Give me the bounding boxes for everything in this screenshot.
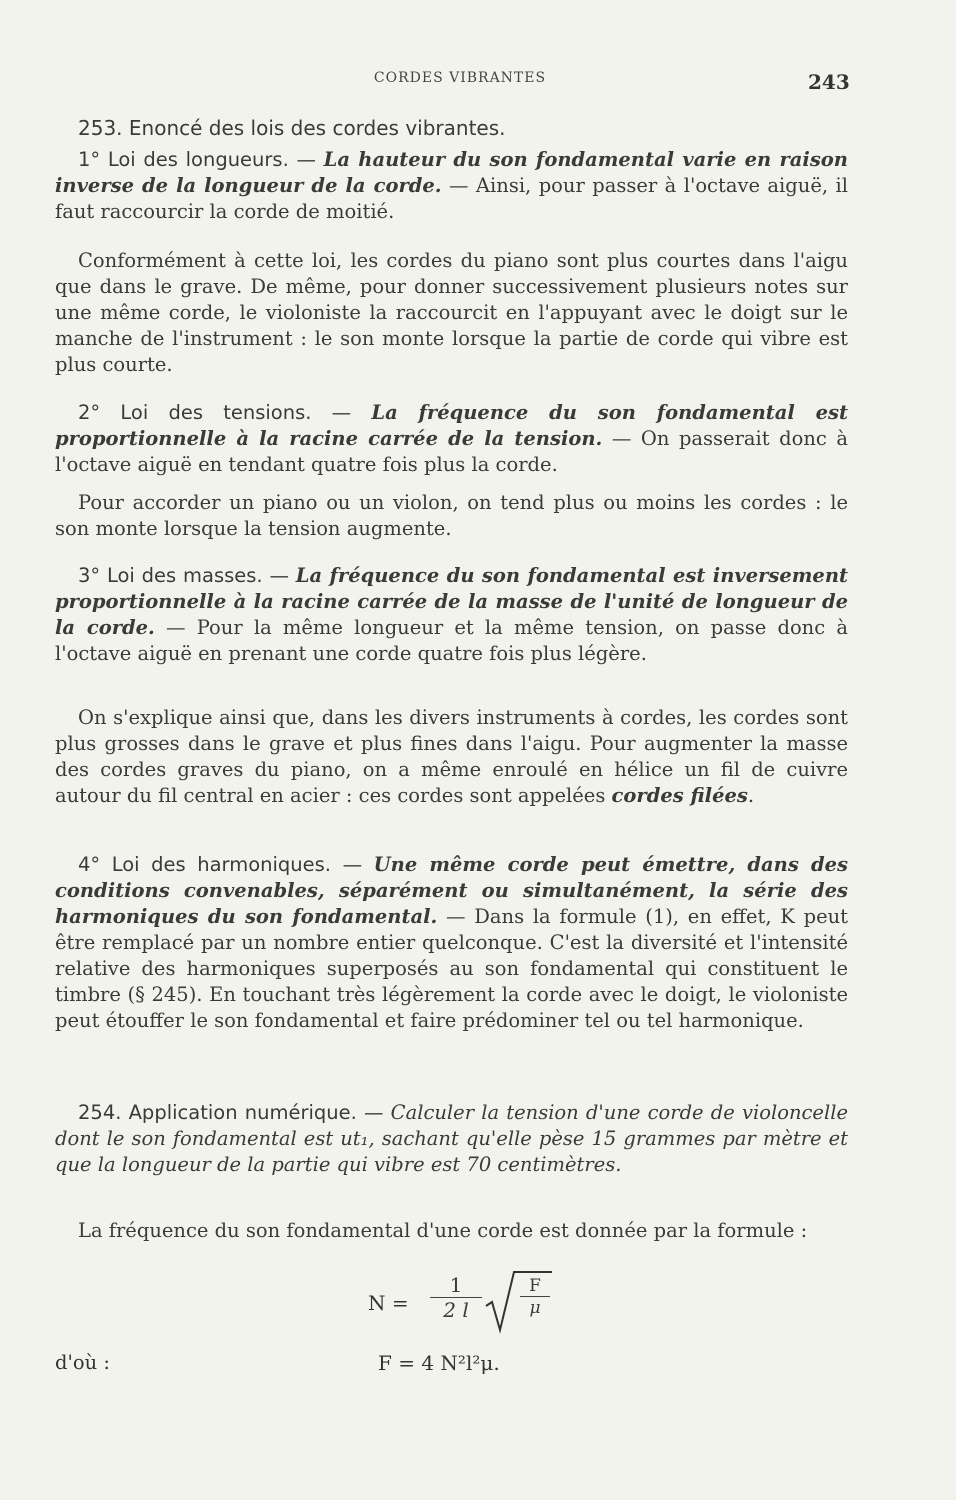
law-2-paragraph	[55, 400, 848, 478]
law-3-title: 3° Loi des masses. —	[78, 564, 296, 587]
law-4-title: 4° Loi des harmoniques. —	[78, 853, 374, 876]
section-254-heading: 254. Application numérique. —	[78, 1101, 391, 1124]
formula-lhs: N =	[368, 1291, 409, 1315]
running-title: CORDES VIBRANTES	[373, 70, 547, 86]
law-4-rest: — Dans la formule (1), en effet, K peut être remplacé par un nombre entier quelconque. C'est la diversité et l'intensité relative des harmoniques superposés au son fondamental qui constituent le timbre (§ 245). En touchant très légèrement la corde avec le doigt, le violoniste peut étouffer le son fondamental et faire prédominer tel ou tel harmonique.	[55, 905, 849, 1032]
instruments-text: On s'explique ainsi que, dans les divers instruments à cordes, les cordes sont plus grosses dans le grave et plus fines dans l'aigu. Pour augmenter la masse des cordes graves du piano, on a même enroulé en hélice un fil de cuivre autour du fil central en acier : ces cordes sont appelées	[55, 706, 848, 807]
fraction-one-over-2l	[430, 1273, 482, 1322]
fraction-numerator: 1	[449, 1273, 463, 1297]
problem-statement: Calculer la tension d'une corde de violoncelle dont le son fondamental est ut₁, sachant qu'elle pèse 15 grammes par mètre et que la longueur de la partie qui vibre est 70 centimètres.	[55, 1101, 848, 1176]
instruments-end: .	[747, 784, 755, 807]
law-2-title: 2° Loi des tensions. —	[78, 401, 372, 424]
law-4-paragraph	[55, 852, 848, 1034]
tuning-paragraph: Pour accorder un piano ou un violon, on tend plus ou moins les cordes : le son monte lorsque la tension augmente.	[55, 491, 848, 540]
radicand-fraction	[520, 1276, 550, 1319]
formula-tension: F = 4 N²l²μ.	[378, 1351, 500, 1375]
radicand-denominator: μ	[529, 1298, 541, 1318]
page-number: 243	[808, 70, 850, 94]
fraction-denominator: 2 l	[443, 1298, 469, 1322]
section-253-heading: 253. Enoncé des lois des cordes vibrantes.	[78, 116, 506, 140]
law-2-rest: — On passerait donc à l'octave aiguë en tendant quatre fois plus la corde.	[55, 427, 848, 476]
radicand-numerator: F	[529, 1276, 541, 1296]
law-3-statement: La fréquence du son fondamental est inversement proportionnelle à la racine carrée de la masse de l'unité de longueur de la corde.	[55, 564, 849, 639]
law-1-rest: — Ainsi, pour passer à l'octave aiguë, il faut raccourcir la corde de moitié.	[55, 174, 848, 223]
formula-intro-paragraph: La fréquence du son fondamental d'une corde est donnée par la formule :	[78, 1219, 808, 1242]
cordes-filees-term: cordes filées	[611, 784, 748, 807]
law-1-statement: La hauteur du son fondamental varie en raison inverse de la longueur de la corde.	[55, 148, 848, 197]
piano-paragraph: Conformément à cette loi, les cordes du piano sont plus courtes dans l'aigu que dans le grave. De même, pour donner successivement plusieurs notes sur une même corde, le violoniste la raccourcit en l'appuyant avec le doigt sur le manche de l'instrument : le son monte lorsque la partie de corde qui vibre est plus courte.	[55, 249, 848, 376]
instruments-paragraph	[55, 705, 848, 809]
section-254-paragraph	[55, 1100, 848, 1178]
dou-label: d'où :	[55, 1351, 110, 1374]
law-1-paragraph	[55, 147, 848, 225]
law-3-paragraph	[55, 563, 848, 667]
law-3-rest: — Pour la même longueur et la même tension, on passe donc à l'octave aiguë en prenant une corde quatre fois plus légère.	[55, 616, 848, 665]
law-4-statement: Une même corde peut émettre, dans des conditions convenables, séparément ou simultanément, la série des harmoniques du son fondamental.	[55, 853, 848, 928]
law-2-statement: La fréquence du son fondamental est proportionnelle à la racine carrée de la tension.	[55, 401, 849, 450]
law-1-title: 1° Loi des longueurs. —	[78, 148, 324, 171]
